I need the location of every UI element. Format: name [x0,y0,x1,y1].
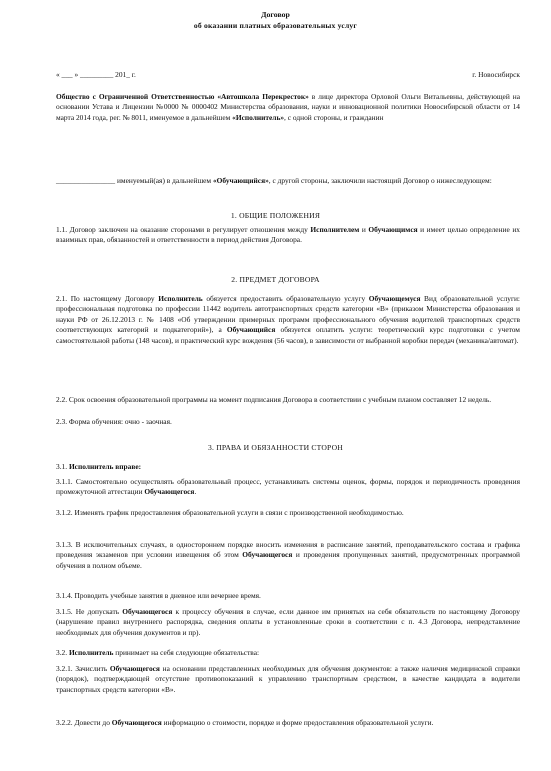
executor-org-name: Общество с Ограниченной Ответственностью «Автошкола Перекресток» [56,92,309,101]
clause-text: и проведения пропущенных занятий, предусмотренных программой обучения в полном объеме. [56,550,520,570]
clause-text: 3.2.2. Довести до [56,718,112,727]
clause-3-2-2 [56,718,520,728]
document-subtitle: об оказании платных образовательных услуг [193,21,358,30]
clause-text: 3.1.1. Самостоятельно осуществлять образовательный процесс, устанавливать системы оценок, формы, порядок и периодичность проведения промежуточной аттестации [56,477,520,497]
clause-bold: Обучающемуся [368,294,421,303]
client-role: «Обучающийся» [212,176,269,185]
clause-bold: Исполнителем [310,225,360,234]
clause-text: принимает на себя следующие обязательства: [113,648,260,657]
clause-3-1-2: 3.1.2. Изменять график предоставления образовательной услуги в связи с производственной необходимостью. [56,508,404,517]
clause-bold: Обучающегося [111,718,162,727]
clause-3-2 [56,648,520,658]
clause-bold: Исполнитель вправе: [68,462,142,471]
clause-text: Вид образовательной услуги: профессиональная подготовка по профессии 11442 водитель автотранспортных средств категории «В» (приказом Министерства образования и науки РФ от 26.12.2013 г. № 1408 «Об утверждении примерных программ профессионального обучения водителей транспортных средств соответствующих категорий и подкатегорий»), а [56,294,520,335]
clause-text: обязуется предоставить образовательную услугу [202,294,369,303]
clause-2-3: 2.3. Форма обучения: очно - заочная. [56,417,172,426]
clause-text: 3.2. [56,648,69,657]
section-heading-general: 1. ОБЩИЕ ПОЛОЖЕНИЯ [230,211,321,220]
client-tail: , с другой стороны, заключили настоящий Договор о нижеследующем: [268,176,492,185]
clause-text: 1.1. Договор заключен на оказание сторонами в регулирует отношения между [56,225,311,234]
client-lead: ________________ именуемый(ая) в дальнейшем [56,176,213,185]
clause-1-1 [56,225,520,246]
clause-2-2: 2.2. Срок освоения образовательной программы на момент подписания Договора в соответствии с учебным планом составляет 12 недель. [56,395,492,404]
clause-bold: Обучающегося [122,607,173,616]
section-heading-rights: 3. ПРАВА И ОБЯЗАННОСТИ СТОРОН [208,443,343,452]
executor-role: «Исполнитель» [232,112,285,122]
clause-text: к процессу обучения в случае, если данное им принятых на себя обязательств по настоящему Договору (нарушение правил внутреннего распорядка, сведения оплаты в установленные сроки в соответствии с п. 4.3 Договора, непредставление необходимых для обучения документов и пр). [56,607,520,637]
contract-date: « ___ » _________ 201_ г. [56,70,136,79]
clause-text: и [359,225,369,234]
client-paragraph [56,176,520,186]
clause-3-1 [56,462,520,472]
document-title: Договор [261,10,290,19]
clause-bold: Обучающегося [109,664,160,673]
clause-text: и имеет целью определение их взаимных прав, обязанностей и ответственности в период действия Договора. [56,225,520,245]
clause-3-1-5 [56,607,520,638]
clause-text: . [194,487,197,497]
clause-text: 3.2.1. Зачислить [56,664,110,673]
clause-bold: Обучающегося [144,487,195,497]
clause-2-1 [56,294,520,346]
clause-bold: Исполнитель [158,294,203,303]
clause-bold: Обучающегося [242,550,293,560]
clause-3-2-1 [56,664,520,695]
clause-3-1-1 [56,477,520,498]
clause-bold: Обучающийся [226,325,276,335]
section-heading-subject: 2. ПРЕДМЕТ ДОГОВОРА [231,275,320,284]
clause-bold: Обучающимся [368,225,418,234]
clause-text: на основании представленных необходимых для обучения документов: а также наличия медицинской справки (порядок), подтверждающей отсутствие противопоказаний к управлению транспортным средством, в качестве кандидата в водители транспортных средств категории «В». [56,664,520,694]
clause-3-1-4: 3.1.4. Проводить учебные занятия в дневное или вечернее время. [56,591,261,600]
clause-text: 2.1. По настоящему Договору [56,294,159,303]
preamble-paragraph [56,92,520,123]
clause-text: обязуется оплатить услуги: теоретический курс подготовки с учетом самостоятельной работы (148 часов), и практический курс вождения (56 часов), в зависимости от выбранной коробки передач (механика/автомат). [56,325,520,345]
preamble-tail: , с одной стороны, и гражданин [284,112,384,122]
clause-bold: Исполнитель [68,648,114,657]
contract-city: г. Новосибирск [472,70,520,79]
clause-text: информацию о стоимости, порядке и форме предоставления образовательной услуги. [161,718,434,727]
clause-3-1-3 [56,540,520,571]
clause-text: 3.1.5. Не допускать [56,607,123,616]
preamble-text: в лице директора Орловой Ольги Витальевны, действующей на основании Устава и Лицензии №0000 № 0000402 Министерства образования, науки и инновационной политики Новосибирской области от 14 марта 2014 года, рег. № 8011, именуемое в дальнейшем [56,92,520,122]
date-city-line [56,70,520,81]
clause-text: 3.1. [56,462,69,471]
clause-text: 3.1.3. В исключительных случаях, в одностороннем порядке вносить изменения в расписание занятий, преподавательского состава и графика проведения экзаменов при условии извещения об этом [56,540,520,560]
